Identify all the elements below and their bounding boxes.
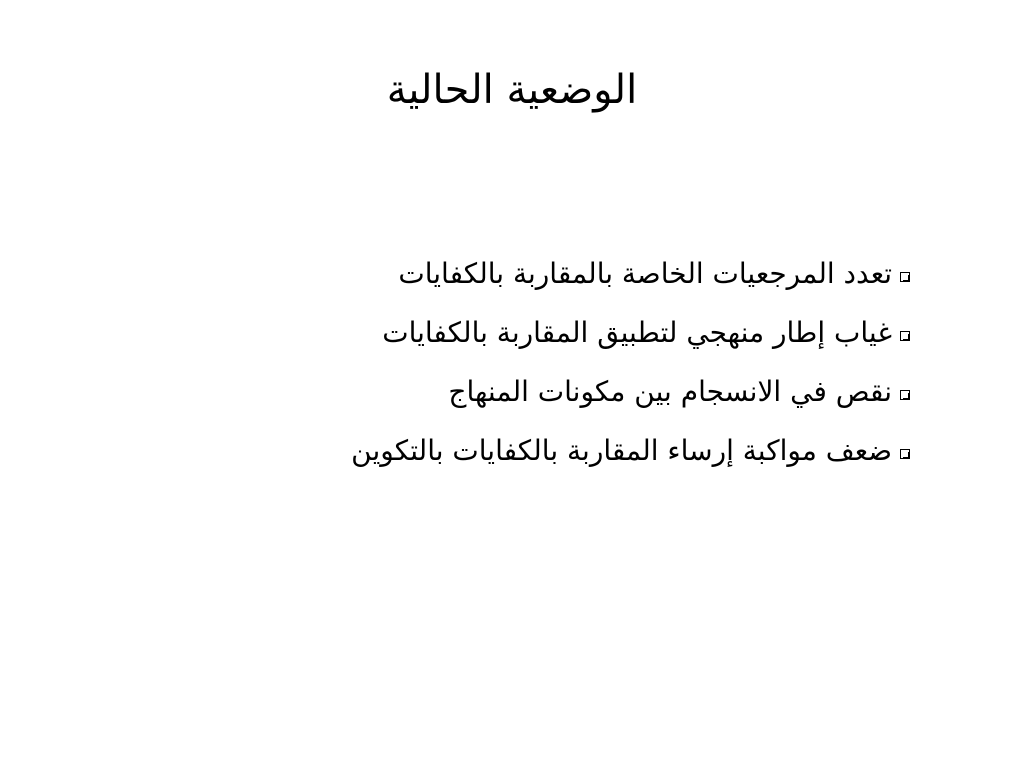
bullet-item xyxy=(351,421,910,480)
bullet-text: تعدد المرجعيات الخاصة بالمقاربة بالكفايات xyxy=(398,257,892,290)
slide-title: الوضعية الحالية xyxy=(386,67,638,113)
bullet-item xyxy=(351,362,910,421)
bullet-text: نقص في الانسجام بين مكونات المنهاج xyxy=(448,375,892,408)
hollow-square-bullet-icon xyxy=(900,449,910,459)
bullet-text: غياب إطار منهجي لتطبيق المقاربة بالكفايات xyxy=(382,316,892,349)
bullet-text: ضعف مواكبة إرساء المقاربة بالكفايات بالتكوين xyxy=(351,434,892,467)
hollow-square-bullet-icon xyxy=(900,331,910,341)
hollow-square-bullet-icon xyxy=(900,390,910,400)
hollow-square-bullet-icon xyxy=(900,272,910,282)
bullet-item xyxy=(351,244,910,303)
bullet-item xyxy=(351,303,910,362)
bullet-list xyxy=(351,244,910,480)
